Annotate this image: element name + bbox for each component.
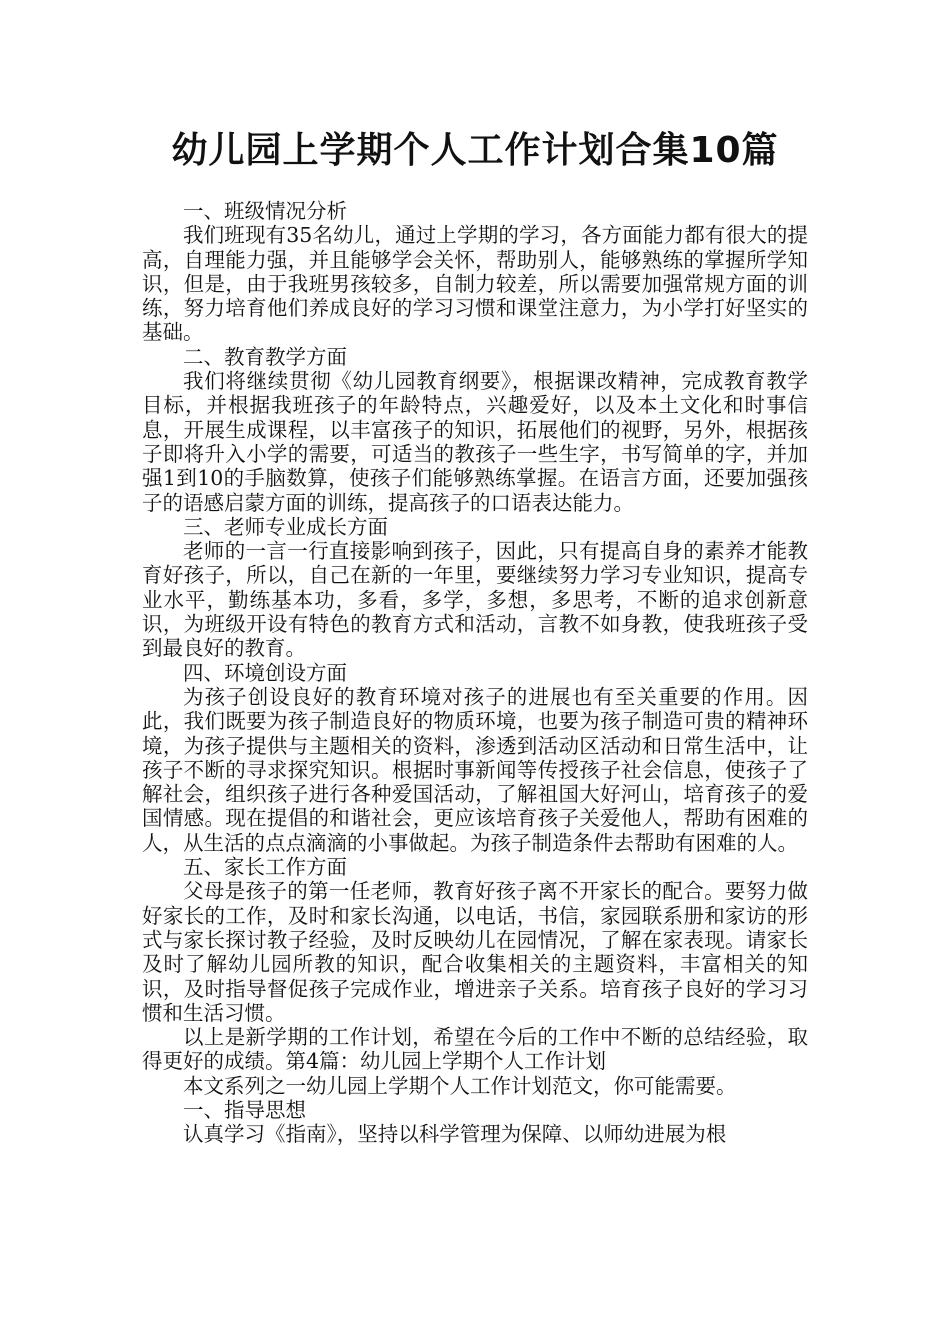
- body-paragraph: 我们班现有35名幼儿，通过上学期的学习，各方面能力都有很大的提高，自理能力强，并且能够学会关怀，帮助别人，能够熟练的掌握所学知识，但是，由于我班男孩较多，自制力较差，所以需要加强常规方面的训练，努力培育他们养成良好的学习习惯和课堂注意力，为小学打好坚实的基础。: [142, 223, 808, 345]
- body-paragraph: 老师的一言一行直接影响到孩子，因此，只有提高自身的素养才能教育好孩子，所以，自己在新的一年里，要继续努力学习专业知识，提高专业水平，勤练基本功，多看，多学，多想，多思考，不断的追求创新意识，为班级开设有特色的教育方式和活动，言教不如身教，使我班孩子受到最良好的教育。: [142, 539, 808, 661]
- document-title: 幼儿园上学期个人工作计划合集10篇: [171, 130, 779, 171]
- document-body: [142, 199, 808, 1147]
- section-heading: 五、家长工作方面: [183, 855, 347, 880]
- body-paragraph: 认真学习《指南》，坚持以科学管理为保障、以师幼进展为根: [183, 1122, 727, 1147]
- section-heading: 二、教育教学方面: [183, 344, 347, 369]
- body-paragraph: 我们将继续贯彻《幼儿园教育纲要》，根据课改精神，完成教育教学目标，并根据我班孩子的年龄特点，兴趣爱好，以及本土文化和时事信息，开展生成课程，以丰富孩子的知识，拓展他们的视野，另外，根据孩子即将升入小学的需要，可适当的教孩子一些生字，书写简单的字，并加强1到10的手脑数算，使孩子们能够熟练掌握。在语言方面，还要加强孩子的语感启蒙方面的训练，提高孩子的口语表达能力。: [142, 369, 808, 515]
- body-paragraph: 为孩子创设良好的教育环境对孩子的进展也有至关重要的作用。因此，我们既要为孩子制造良好的物质环境，也要为孩子制造可贵的精神环境，为孩子提供与主题相关的资料，渗透到活动区活动和日常生活中，让孩子不断的寻求探究知识。根据时事新闻等传授孩子社会信息，使孩子了解社会，组织孩子进行各种爱国活动，了解祖国大好河山，培育孩子的爱国情感。现在提倡的和谐社会，更应该培育孩子关爱他人，帮助有困难的人，从生活的点点滴滴的小事做起。为孩子制造条件去帮助有困难的人。: [142, 684, 808, 855]
- section-heading: 四、环境创设方面: [183, 660, 347, 685]
- section-heading: 一、指导思想: [183, 1097, 306, 1122]
- section-heading: 一、班级情况分析: [183, 199, 347, 223]
- body-paragraph: 本文系列之一幼儿园上学期个人工作计划范文，你可能需要。: [183, 1073, 737, 1098]
- body-paragraph: 以上是新学期的工作计划，希望在今后的工作中不断的总结经验，取得更好的成绩。第4篇：幼儿园上学期个人工作计划: [142, 1025, 808, 1074]
- body-paragraph: 父母是孩子的第一任老师，教育好孩子离不开家长的配合。要努力做好家长的工作，及时和家长沟通，以电话，书信，家园联系册和家访的形式与家长探讨教子经验，及时反映幼儿在园情况，了解在家表现。请家长及时了解幼儿园所教的知识，配合收集相关的主题资料，丰富相关的知识，及时指导督促孩子完成作业，增进亲子关系。培育孩子良好的学习习惯和生活习惯。: [142, 879, 808, 1025]
- section-heading: 三、老师专业成长方面: [183, 514, 388, 539]
